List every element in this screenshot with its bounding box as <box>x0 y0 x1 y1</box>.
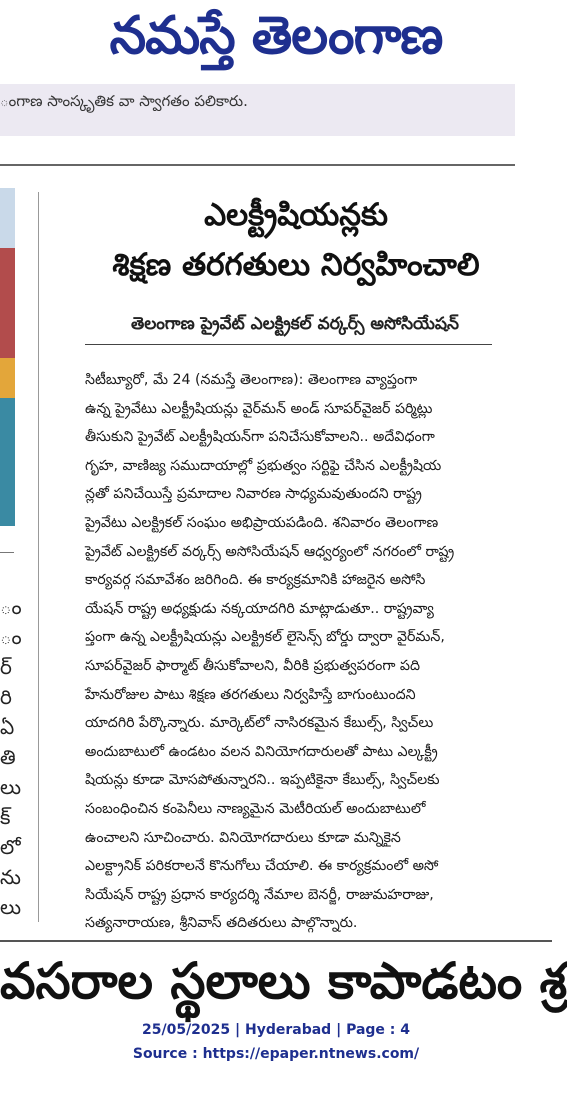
left-column-fragment: రి <box>0 685 12 709</box>
masthead <box>0 0 552 80</box>
body-line: సిటీబ్యూరో, మే 24 (నమస్తే తెలంగాణ): తెలంగాణ వ్యాప్తంగా <box>85 372 418 388</box>
left-column-fragment: తి <box>0 745 16 769</box>
headline-line-2: శిక్షణ తరగతులు నిర్వహించాలి <box>112 247 480 283</box>
left-column-fragment: లు <box>0 775 22 799</box>
previous-article-strip <box>0 84 515 136</box>
article-headline <box>40 190 552 290</box>
adjacent-article-photo <box>0 188 15 526</box>
body-line: ప్రైవేటు ఎలక్ట్రికల్ సంఘం అభిప్రాయపడింది. శనివారం తెలంగాణ <box>85 514 439 531</box>
body-line: యేషన్ రాష్ట్ర అధ్యక్షుడు నక్కయాదగిరి మాట్లాడుతూ.. రాష్ట్రవ్యా <box>85 600 434 617</box>
next-article-headline <box>0 948 567 1018</box>
left-column-divider <box>0 552 14 553</box>
body-line: అందుబాటులో ఉండటం వలన వినియోగదారులతో పాటు ఎల్కక్ట్రీ <box>85 743 438 760</box>
body-line: హేనురోజుల పాటు శిక్షణ తరగతులు నిర్వహిస్తే బాగుంటుందని <box>85 686 416 703</box>
body-line: ఉంచాలని సూచించారు. వినియోగదారులు కూడా మన్నికైన <box>85 829 401 846</box>
body-line: ప్రైవేట్ ఎలక్ట్రికల్ వర్కర్స్ అసోసియేషన్ ఆధ్వర్యంలో నగరంలో రాష్ట్ర <box>85 543 455 560</box>
body-line: సియేషన్ రాష్ట్ర ప్రధాన కార్యదర్శి నేమాల బెనర్జీ, రాజుమహరాజు, <box>85 886 434 903</box>
body-line: ఉన్న ప్రైవేటు ఎలక్ట్రీషియన్లు వైర్‌మన్ అండ్ సూపర్‌వైజర్ పర్మిట్లు <box>85 400 433 417</box>
subhead-underline <box>85 344 492 345</box>
body-line: యాదగిరి పేర్కొన్నారు. మార్కెట్‌లో నాసిరకమైన కేబుల్స్, స్విచ్‌లు <box>85 715 434 732</box>
body-line: సూపర్‌వైజర్ ఫార్మాట్ తీసుకోవాలని, వీరికి ప్రభుత్వపరంగా పది <box>85 657 421 674</box>
left-column-fragment: ర్ <box>0 655 12 679</box>
section-divider <box>0 164 515 166</box>
next-article-headline-text: వసరాల స్థలాలు కాపాడటం శ్ర <box>0 952 567 1010</box>
source-link[interactable]: Source : https://epaper.ntnews.com/ <box>132 1046 420 1062</box>
left-column-fragment: ఏ <box>0 715 15 739</box>
left-column-fragment: లో <box>0 835 21 859</box>
left-column-fragment: ం <box>0 625 22 649</box>
body-line: కార్యవర్గ సమావేశం జరిగింది. ఈ కార్యక్రమానికి హాజరైన అసోసి <box>85 572 426 589</box>
body-line: న్లతో పనిచేయిస్తే ప్రమాదాల నివారణ సాధ్యమవుతుందని రాష్ట్ర <box>85 486 422 503</box>
adjacent-article-column <box>0 592 22 922</box>
body-line: తీసుకుని ప్రైవేట్ ఎలక్ట్రీషియన్‌గా పనిచేసుకోవాలని.. అదేవిధంగా <box>85 429 435 446</box>
left-column-fragment: క్ <box>0 805 11 829</box>
body-line: షియన్లు కూడా మోసపోతున్నారని.. ఇప్పటికైనా కేబుల్స్, స్విచ్‌లకు <box>85 772 440 789</box>
page-footer <box>0 1018 552 1066</box>
newspaper-logo: నమస్తే తెలంగాణ <box>109 6 443 66</box>
body-line: సంబంధించిన కంపెనీలు నాణ్యమైన మెటీరియల్ అందుబాటులో <box>85 800 426 817</box>
body-line: సత్యనారాయణ, శ్రీనివాస్ తదితరులు పాల్గొన్నారు. <box>85 915 358 932</box>
body-line: ఎలక్ట్రానిక్ పరికరాలనే కొనుగోలు చేయాలి. ఈ కార్యక్రమంలో అసో <box>85 858 439 875</box>
photo-person <box>0 248 15 358</box>
edition-info: 25/05/2025 | Hyderabad | Page : 4 <box>141 1022 411 1038</box>
left-column-fragment: ం <box>0 595 22 619</box>
left-column-fragment: లు <box>0 895 22 919</box>
previous-article-text: ంగాణ సాంస్కృతిక వా స్వాగతం పలికారు. <box>0 92 248 110</box>
column-rule <box>38 192 39 922</box>
photo-water <box>0 398 15 526</box>
article-body <box>85 366 515 938</box>
body-line: గృహ, వాణిజ్య సముదాయాల్లో ప్రభుత్వం సర్టిఫై చేసిన ఎలక్ట్రీషియ <box>85 457 442 474</box>
article-subhead: తెలంగాణ ప్రైవేట్ ఎలక్ట్రికల్ వర్కర్స్ అసోసియేషన్ <box>131 314 459 334</box>
left-column-fragment: ను <box>0 865 21 889</box>
photo-detail <box>0 358 15 398</box>
photo-sky <box>0 188 15 248</box>
body-line: ప్తంగా ఉన్న ఎలక్ట్రీషియన్లు ఎలక్ట్రికల్ లైసెన్స్ బోర్డు ద్వారా వైర్‌మన్, <box>85 629 445 646</box>
headline-line-1: ఎలక్ట్రీషియన్లకు <box>204 197 388 233</box>
article-divider <box>0 940 552 942</box>
